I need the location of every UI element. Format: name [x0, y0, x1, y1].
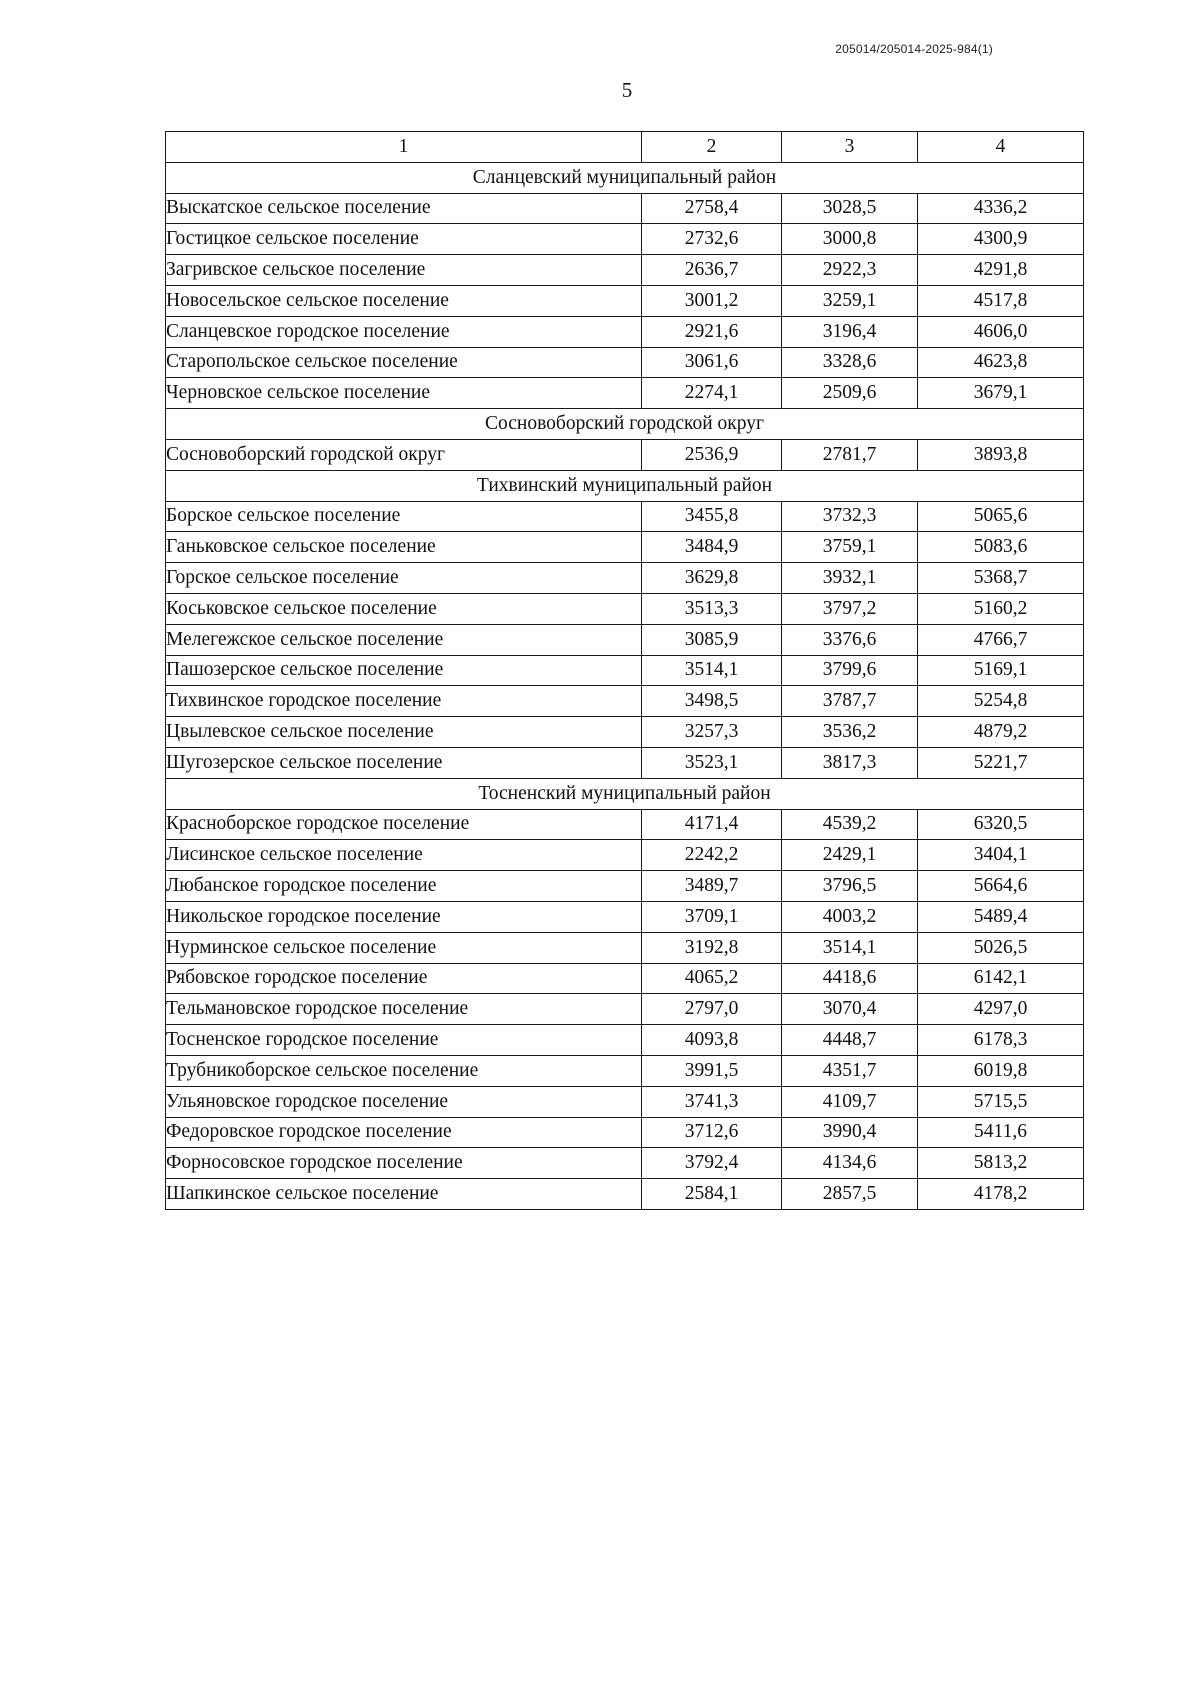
district-title: Тихвинский муниципальный район — [166, 470, 1084, 501]
settlement-name: Любанское городское поселение — [166, 871, 642, 902]
value-col-3: 4418,6 — [782, 963, 918, 994]
settlement-name: Черновское сельское поселение — [166, 378, 642, 409]
header-cell-4: 4 — [918, 132, 1084, 163]
settlement-name: Мелегежское сельское поселение — [166, 624, 642, 655]
table-row — [166, 963, 1084, 994]
value-col-3: 3028,5 — [782, 193, 918, 224]
value-col-3: 4448,7 — [782, 1025, 918, 1056]
value-col-3: 2781,7 — [782, 439, 918, 470]
settlement-name: Сосновоборский городской округ — [166, 439, 642, 470]
value-col-3: 3817,3 — [782, 747, 918, 778]
table-row — [166, 1025, 1084, 1056]
settlement-name: Шугозерское сельское поселение — [166, 747, 642, 778]
table-row — [166, 901, 1084, 932]
settlement-name: Нурминское сельское поселение — [166, 932, 642, 963]
value-col-4: 5221,7 — [918, 747, 1084, 778]
settlement-name: Коськовское сельское поселение — [166, 593, 642, 624]
header-row — [166, 132, 1084, 163]
table-row — [166, 378, 1084, 409]
value-col-2: 3712,6 — [642, 1117, 782, 1148]
settlement-name: Форносовское городское поселение — [166, 1148, 642, 1179]
settlement-name: Никольское городское поселение — [166, 901, 642, 932]
settlement-name: Пашозерское сельское поселение — [166, 655, 642, 686]
value-col-4: 4297,0 — [918, 994, 1084, 1025]
value-col-3: 3514,1 — [782, 932, 918, 963]
settlement-name: Загривское сельское поселение — [166, 255, 642, 286]
value-col-2: 2636,7 — [642, 255, 782, 286]
value-col-2: 2242,2 — [642, 840, 782, 871]
value-col-4: 5083,6 — [918, 532, 1084, 563]
value-col-3: 3799,6 — [782, 655, 918, 686]
settlement-name: Выскатское сельское поселение — [166, 193, 642, 224]
settlement-name: Красноборское городское поселение — [166, 809, 642, 840]
settlement-name: Сланцевское городское поселение — [166, 316, 642, 347]
value-col-4: 5813,2 — [918, 1148, 1084, 1179]
value-col-4: 6178,3 — [918, 1025, 1084, 1056]
value-col-4: 4300,9 — [918, 224, 1084, 255]
settlement-name: Тосненское городское поселение — [166, 1025, 642, 1056]
value-col-2: 3455,8 — [642, 501, 782, 532]
value-col-2: 3513,3 — [642, 593, 782, 624]
value-col-2: 3484,9 — [642, 532, 782, 563]
table-row — [166, 532, 1084, 563]
value-col-4: 5160,2 — [918, 593, 1084, 624]
value-col-2: 3192,8 — [642, 932, 782, 963]
table-row — [166, 686, 1084, 717]
table-row — [166, 1179, 1084, 1210]
value-col-2: 3085,9 — [642, 624, 782, 655]
value-col-3: 4539,2 — [782, 809, 918, 840]
value-col-3: 3932,1 — [782, 563, 918, 594]
district-row — [166, 778, 1084, 809]
table-row — [166, 655, 1084, 686]
settlement-name: Цвылевское сельское поселение — [166, 717, 642, 748]
settlement-name: Трубникоборское сельское поселение — [166, 1055, 642, 1086]
value-col-3: 3787,7 — [782, 686, 918, 717]
value-col-3: 2922,3 — [782, 255, 918, 286]
table-row — [166, 285, 1084, 316]
value-col-3: 3196,4 — [782, 316, 918, 347]
value-col-3: 3732,3 — [782, 501, 918, 532]
table-row — [166, 255, 1084, 286]
value-col-2: 3523,1 — [642, 747, 782, 778]
value-col-2: 3709,1 — [642, 901, 782, 932]
district-title: Сланцевский муниципальный район — [166, 162, 1084, 193]
value-col-3: 3000,8 — [782, 224, 918, 255]
page-number: 5 — [621, 78, 633, 102]
value-col-2: 3514,1 — [642, 655, 782, 686]
value-col-4: 4766,7 — [918, 624, 1084, 655]
settlement-name: Гостицкое сельское поселение — [166, 224, 642, 255]
district-row — [166, 409, 1084, 440]
value-col-3: 4351,7 — [782, 1055, 918, 1086]
district-row — [166, 470, 1084, 501]
value-col-4: 5368,7 — [918, 563, 1084, 594]
value-col-2: 2758,4 — [642, 193, 782, 224]
settlement-name: Новосельское сельское поселение — [166, 285, 642, 316]
value-col-2: 3489,7 — [642, 871, 782, 902]
district-title: Тосненский муниципальный район — [166, 778, 1084, 809]
table-row — [166, 593, 1084, 624]
value-col-3: 2429,1 — [782, 840, 918, 871]
value-col-3: 3070,4 — [782, 994, 918, 1025]
settlement-name: Рябовское городское поселение — [166, 963, 642, 994]
value-col-4: 5254,8 — [918, 686, 1084, 717]
value-col-4: 6320,5 — [918, 809, 1084, 840]
value-col-2: 2584,1 — [642, 1179, 782, 1210]
value-col-4: 6142,1 — [918, 963, 1084, 994]
value-col-4: 5489,4 — [918, 901, 1084, 932]
district-row — [166, 162, 1084, 193]
table-row — [166, 624, 1084, 655]
value-col-2: 4065,2 — [642, 963, 782, 994]
table-row — [166, 1148, 1084, 1179]
value-col-4: 3404,1 — [918, 840, 1084, 871]
value-col-4: 5026,5 — [918, 932, 1084, 963]
value-col-3: 3376,6 — [782, 624, 918, 655]
value-col-3: 3990,4 — [782, 1117, 918, 1148]
value-col-4: 5411,6 — [918, 1117, 1084, 1148]
value-col-4: 6019,8 — [918, 1055, 1084, 1086]
value-col-2: 3061,6 — [642, 347, 782, 378]
district-title: Сосновоборский городской округ — [166, 409, 1084, 440]
settlement-name: Ульяновское городское поселение — [166, 1086, 642, 1117]
value-col-4: 4336,2 — [918, 193, 1084, 224]
value-col-2: 2536,9 — [642, 439, 782, 470]
value-col-2: 3257,3 — [642, 717, 782, 748]
table-row — [166, 840, 1084, 871]
header-cell-3: 3 — [782, 132, 918, 163]
value-col-4: 3893,8 — [918, 439, 1084, 470]
value-col-4: 4879,2 — [918, 717, 1084, 748]
value-col-3: 3796,5 — [782, 871, 918, 902]
table-row — [166, 224, 1084, 255]
value-col-2: 4171,4 — [642, 809, 782, 840]
value-col-2: 3001,2 — [642, 285, 782, 316]
table-row — [166, 1055, 1084, 1086]
value-col-3: 2509,6 — [782, 378, 918, 409]
table-row — [166, 717, 1084, 748]
value-col-3: 3797,2 — [782, 593, 918, 624]
value-col-2: 3792,4 — [642, 1148, 782, 1179]
header-cell-1: 1 — [166, 132, 642, 163]
table-row — [166, 347, 1084, 378]
value-col-2: 3991,5 — [642, 1055, 782, 1086]
value-col-4: 5715,5 — [918, 1086, 1084, 1117]
table-row — [166, 193, 1084, 224]
value-col-4: 4291,8 — [918, 255, 1084, 286]
value-col-4: 5664,6 — [918, 871, 1084, 902]
value-col-3: 4109,7 — [782, 1086, 918, 1117]
value-col-2: 3629,8 — [642, 563, 782, 594]
settlement-name: Горское сельское поселение — [166, 563, 642, 594]
value-col-4: 4606,0 — [918, 316, 1084, 347]
header-cell-2: 2 — [642, 132, 782, 163]
value-col-2: 2797,0 — [642, 994, 782, 1025]
value-col-2: 2732,6 — [642, 224, 782, 255]
value-col-3: 2857,5 — [782, 1179, 918, 1210]
value-col-4: 4178,2 — [918, 1179, 1084, 1210]
value-col-3: 4003,2 — [782, 901, 918, 932]
table-row — [166, 747, 1084, 778]
value-col-4: 4623,8 — [918, 347, 1084, 378]
value-col-3: 3259,1 — [782, 285, 918, 316]
value-col-4: 5169,1 — [918, 655, 1084, 686]
value-col-3: 3759,1 — [782, 532, 918, 563]
settlement-name: Федоровское городское поселение — [166, 1117, 642, 1148]
data-table — [165, 131, 1084, 1210]
value-col-3: 4134,6 — [782, 1148, 918, 1179]
settlement-name: Тельмановское городское поселение — [166, 994, 642, 1025]
settlement-name: Борское сельское поселение — [166, 501, 642, 532]
value-col-2: 3498,5 — [642, 686, 782, 717]
table-row — [166, 809, 1084, 840]
table-row — [166, 932, 1084, 963]
value-col-2: 4093,8 — [642, 1025, 782, 1056]
value-col-4: 5065,6 — [918, 501, 1084, 532]
table-row — [166, 871, 1084, 902]
table-row — [166, 563, 1084, 594]
settlement-name: Шапкинское сельское поселение — [166, 1179, 642, 1210]
settlement-name: Ганьковское сельское поселение — [166, 532, 642, 563]
table-row — [166, 439, 1084, 470]
document-id: 205014/205014-2025-984(1) — [835, 42, 993, 56]
settlement-name: Старопольское сельское поселение — [166, 347, 642, 378]
settlement-name: Тихвинское городское поселение — [166, 686, 642, 717]
value-col-3: 3536,2 — [782, 717, 918, 748]
table-row — [166, 316, 1084, 347]
table-row — [166, 1117, 1084, 1148]
table-row — [166, 1086, 1084, 1117]
value-col-3: 3328,6 — [782, 347, 918, 378]
value-col-2: 2274,1 — [642, 378, 782, 409]
value-col-4: 3679,1 — [918, 378, 1084, 409]
value-col-4: 4517,8 — [918, 285, 1084, 316]
settlement-name: Лисинское сельское поселение — [166, 840, 642, 871]
value-col-2: 2921,6 — [642, 316, 782, 347]
value-col-2: 3741,3 — [642, 1086, 782, 1117]
table-row — [166, 994, 1084, 1025]
table-row — [166, 501, 1084, 532]
table-body — [166, 132, 1084, 1210]
